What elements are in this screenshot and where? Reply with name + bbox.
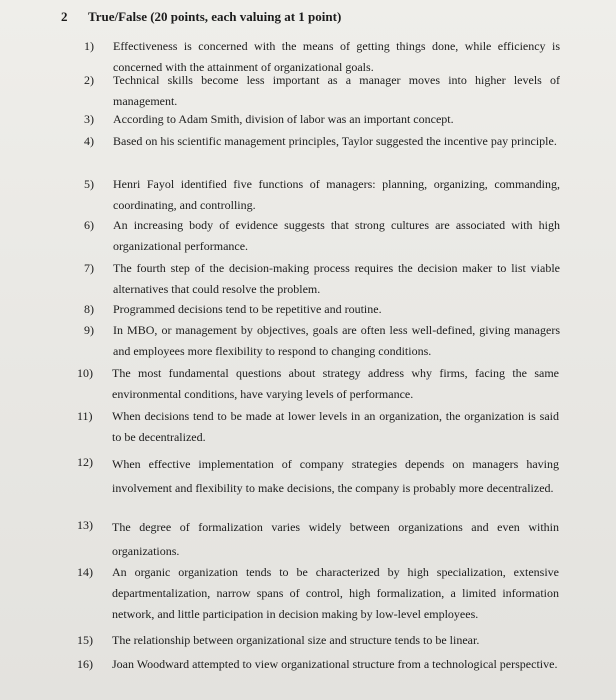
question-number: 13) [77, 518, 93, 532]
question-text: The degree of formalization varies widely between organizations and even within organizations. [112, 520, 559, 558]
question-text: The fourth step of the decision-making process requires the decision maker to list viable alternatives that could resolve the problem. [113, 261, 560, 296]
question-text: According to Adam Smith, division of labor was an important concept. [113, 112, 454, 126]
question-number: 4) [84, 134, 94, 148]
question-number: 2) [84, 73, 94, 87]
question-text: When decisions tend to be made at lower levels in an organization, the organization is said to be decentralized. [112, 409, 559, 444]
question-text: Henri Fayol identified five functions of managers: planning, organizing, commanding, coordinating, and controlling. [113, 177, 560, 212]
question-number: 11) [77, 409, 93, 423]
section-title: True/False (20 points, each valuing at 1 point) [88, 9, 342, 24]
question-number: 16) [77, 657, 93, 671]
question-number: 14) [77, 565, 93, 579]
question-text: The relationship between organizational size and structure tends to be linear. [112, 633, 480, 647]
question-number: 7) [84, 261, 94, 275]
question-text: When effective implementation of company strategies depends on managers having involvement and flexibility to make decisions, the company is probably more decentralized. [112, 457, 559, 495]
question-number: 1) [84, 39, 94, 53]
question-text: An organic organization tends to be characterized by high specialization, extensive departmentalization, narrow spans of control, high formalization, a limited information network, and little participation in decision making by low-level employees. [112, 565, 559, 621]
question-number: 12) [77, 455, 93, 469]
question-text: Programmed decisions tend to be repetitive and routine. [113, 302, 382, 316]
question-number: 6) [84, 218, 94, 232]
question-text: Technical skills become less important as a manager moves into higher levels of management. [113, 73, 560, 108]
question-number: 10) [77, 366, 93, 380]
question-text: Joan Woodward attempted to view organizational structure from a technological perspective. [112, 657, 558, 671]
question-text: The most fundamental questions about strategy address why firms, facing the same environmental conditions, have varying levels of performance. [112, 366, 559, 401]
question-text: Based on his scientific management principles, Taylor suggested the incentive pay principle. [113, 134, 557, 148]
question-number: 15) [77, 633, 93, 647]
question-number: 8) [84, 302, 94, 316]
question-text: In MBO, or management by objectives, goals are often less well-defined, giving managers and employees more flexibility to respond to changing conditions. [113, 323, 560, 358]
question-text: Effectiveness is concerned with the means of getting things done, while efficiency is concerned with the attainment of organizational goals. [113, 39, 560, 74]
question-text: An increasing body of evidence suggests that strong cultures are associated with high organizational performance. [113, 218, 560, 253]
section-number: 2 [61, 9, 68, 24]
question-number: 9) [84, 323, 94, 337]
question-number: 5) [84, 177, 94, 191]
question-number: 3) [84, 112, 94, 126]
